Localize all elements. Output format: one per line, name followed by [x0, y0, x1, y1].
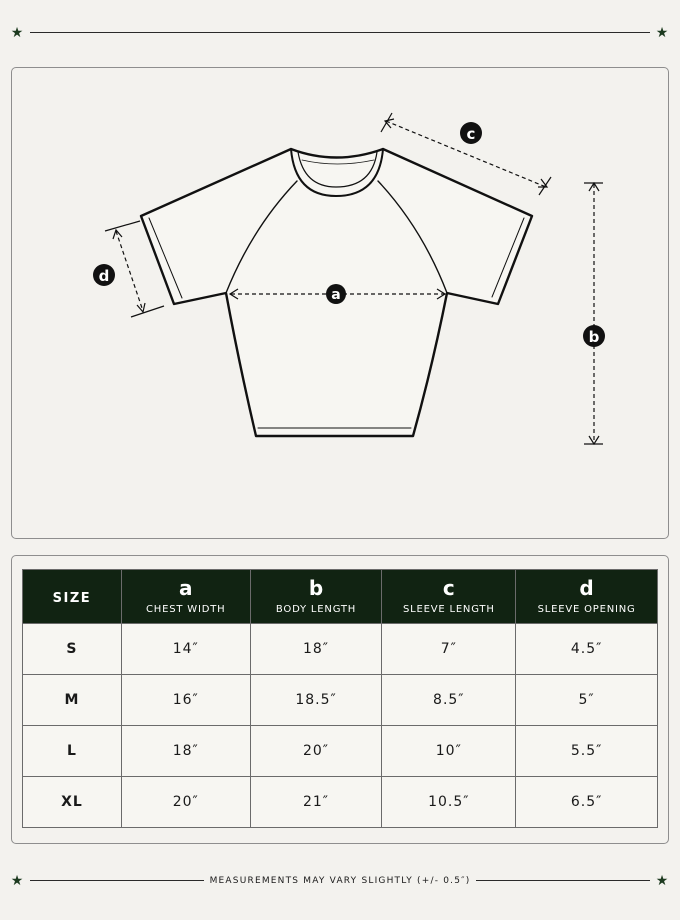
bottom-rule: [0, 871, 680, 891]
column-name: BODY LENGTH: [275, 603, 357, 615]
column-name: CHEST WIDTH: [146, 603, 226, 615]
label-d: [93, 264, 115, 286]
table-row: [23, 675, 658, 726]
diagram-panel: [11, 67, 669, 539]
size-cell: S: [23, 624, 122, 675]
column-name: SLEEVE OPENING: [537, 603, 636, 615]
star-icon: ★: [655, 25, 669, 41]
label-c: [460, 122, 482, 144]
chest-width-cell: 20″: [121, 777, 250, 828]
sleeve-opening-cell: 5.5″: [516, 726, 658, 777]
size-chart-table: [22, 569, 658, 828]
label-a: [326, 284, 346, 304]
sleeve-length-cell: 10.5″: [382, 777, 516, 828]
size-cell: M: [23, 675, 122, 726]
label-d-text: d: [98, 267, 110, 285]
sleeve-length-cell: 10″: [382, 726, 516, 777]
star-icon: ★: [655, 873, 669, 889]
sleeve-length-cell: 8.5″: [382, 675, 516, 726]
divider: [30, 32, 650, 33]
table-row: [23, 624, 658, 675]
sleeve-opening-cell: 5″: [516, 675, 658, 726]
column-letter: d: [579, 575, 594, 600]
label-b: [583, 325, 605, 347]
star-icon: ★: [10, 25, 24, 41]
chest-width-cell: 14″: [121, 624, 250, 675]
sleeve-length-cell: 7″: [382, 624, 516, 675]
chest-width-cell: 16″: [121, 675, 250, 726]
column-header-chest-width: [121, 570, 250, 624]
table-row: [23, 726, 658, 777]
body-length-cell: 18.5″: [250, 675, 382, 726]
column-letter: c: [442, 575, 455, 600]
column-letter: a: [178, 575, 193, 600]
chest-width-cell: 18″: [121, 726, 250, 777]
label-b-text: b: [588, 328, 600, 346]
body-length-cell: 21″: [250, 777, 382, 828]
column-header-sleeve-opening: [516, 570, 658, 624]
column-header-sleeve-length: [382, 570, 516, 624]
top-rule: [0, 23, 680, 43]
column-letter: b: [308, 575, 324, 600]
size-header: SIZE: [23, 570, 122, 624]
body-length-cell: 20″: [250, 726, 382, 777]
sleeve-opening-cell: 4.5″: [516, 624, 658, 675]
measure-body-length: [584, 183, 603, 444]
table-row: [23, 777, 658, 828]
tshirt-diagram: [12, 68, 668, 538]
column-header-body-length: [250, 570, 382, 624]
measurement-note: MEASUREMENTS MAY VARY SLIGHTLY (+/- 0.5″): [204, 876, 477, 886]
sleeve-opening-cell: 6.5″: [516, 777, 658, 828]
size-cell: XL: [23, 777, 122, 828]
body-length-cell: 18″: [250, 624, 382, 675]
column-name: SLEEVE LENGTH: [402, 603, 495, 615]
size-cell: L: [23, 726, 122, 777]
size-chart-panel: [11, 555, 669, 844]
label-a-text: a: [331, 287, 341, 303]
label-c-text: c: [466, 125, 476, 143]
star-icon: ★: [10, 873, 24, 889]
table-header-row: [23, 570, 658, 624]
